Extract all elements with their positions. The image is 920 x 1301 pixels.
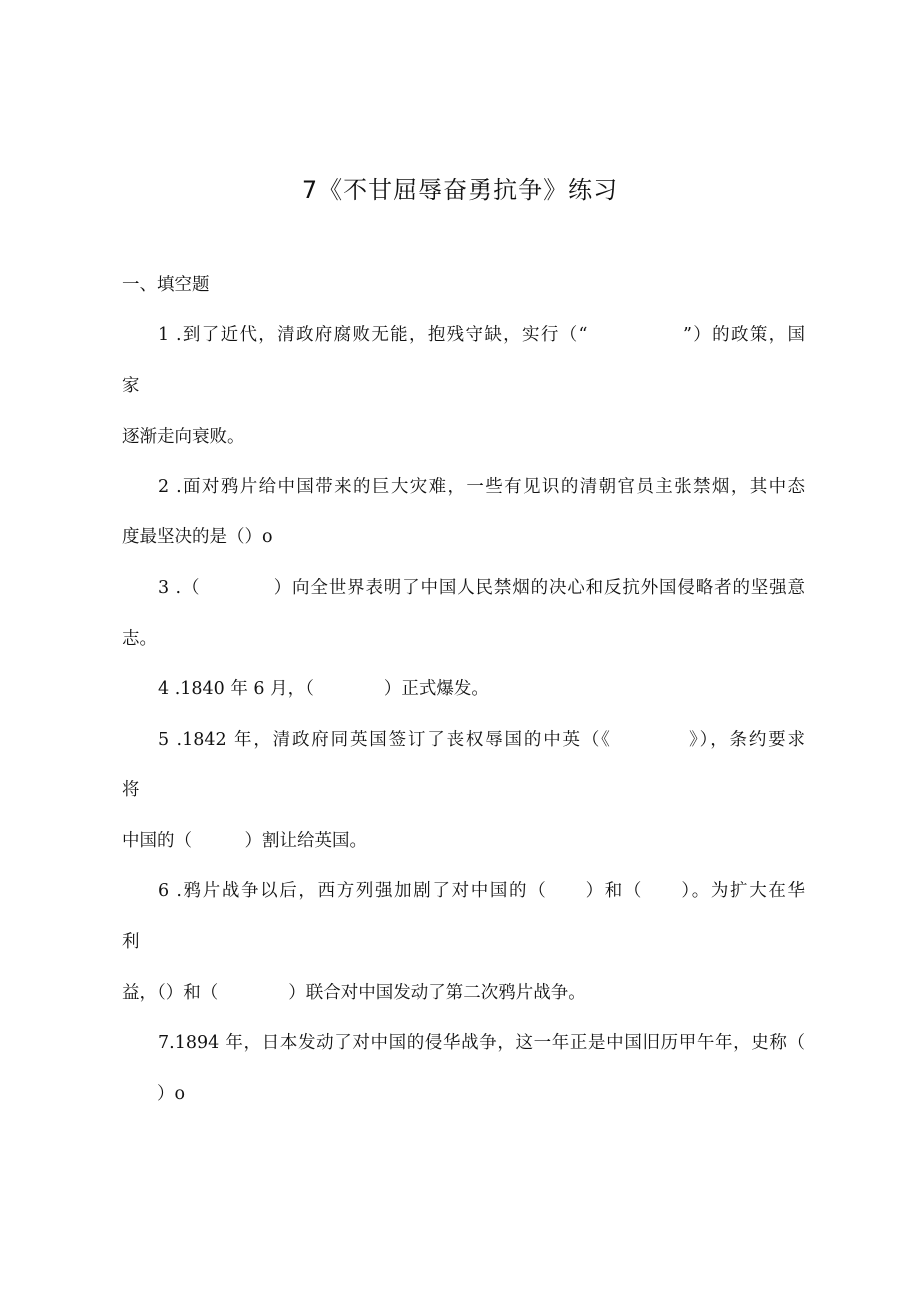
- question-7-line-1: 7.1894 年，日本发动了对中国的侵华战争，这一年正是中国旧历甲午年，史称（: [158, 1033, 805, 1053]
- section-heading: 一、填空题: [122, 275, 210, 295]
- question-3-line-1: 3 .（ ）向全世界表明了中国人民禁烟的决心和反抗外国侵略者的坚强意: [158, 578, 805, 598]
- question-1-line-1: 1 .到了近代，清政府腐败无能，抱残守缺，实行（“ ”）的政策，国: [158, 325, 805, 345]
- question-4-line-1: 4 .1840 年 6 月，（ ）正式爆发。: [158, 679, 489, 699]
- question-6-line-2: 利: [122, 932, 140, 952]
- question-1-line-3: 逐渐走向衰败。: [122, 427, 245, 447]
- question-6-line-1: 6 .鸦片战争以后，西方列强加剧了对中国的（ ）和（ ）。为扩大在华: [158, 881, 805, 901]
- question-6-line-3: 益，（）和（ ）联合对中国发动了第二次鸦片战争。: [122, 983, 586, 1003]
- question-5-line-1: 5 .1842 年，清政府同英国签订了丧权辱国的中英（《 》），条约要求: [158, 730, 805, 750]
- question-7-line-2: ）o: [122, 1084, 186, 1104]
- question-2-line-2: 度最坚决的是（）o: [122, 527, 273, 547]
- question-5-line-2: 将: [122, 780, 140, 800]
- question-2-line-1: 2 .面对鸦片给中国带来的巨大灾难，一些有见识的清朝官员主张禁烟，其中态: [158, 477, 805, 497]
- question-5-line-3: 中国的（ ）割让给英国。: [122, 831, 367, 851]
- question-3-line-2: 志。: [122, 629, 157, 649]
- question-1-line-2: 家: [122, 376, 140, 396]
- page-title: 7《不甘屈辱奋勇抗争》练习: [301, 176, 619, 204]
